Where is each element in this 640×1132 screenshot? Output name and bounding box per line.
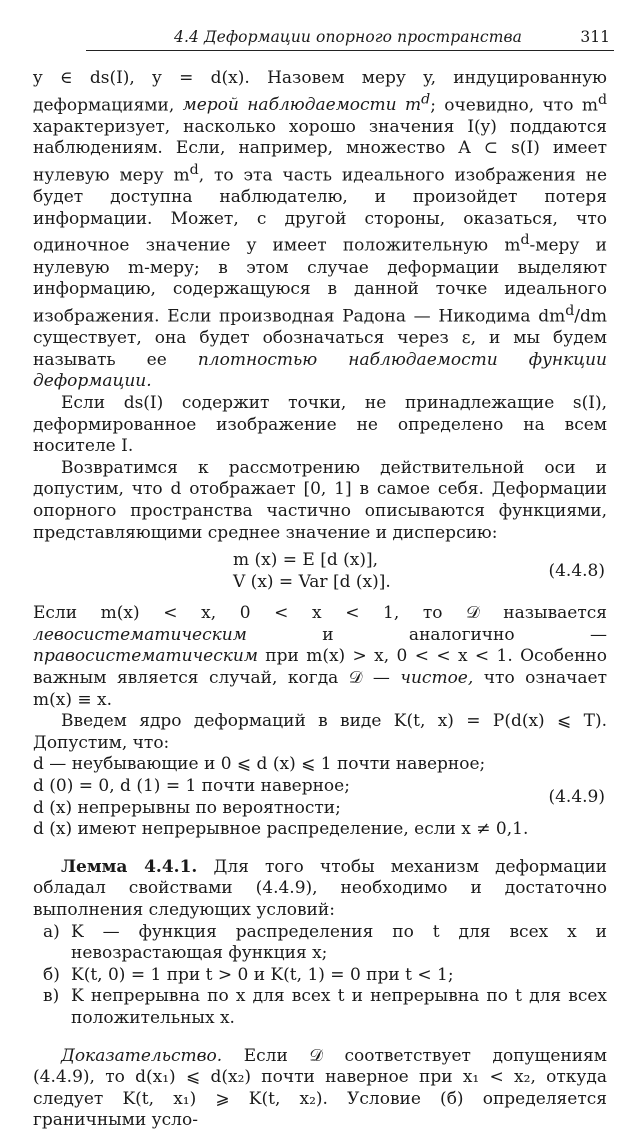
equation-number-4-4-8: (4.4.8): [548, 561, 605, 582]
paragraph-real-axis: Возвратимся к рассмотрению действительной оси и допустим, что d отображает [0, 1] в самое себя. Деформации опорного пространства частично описываются функциями, представляющими среднее значение и дисперсию:: [33, 457, 607, 543]
paragraph-kernel: Введем ядро деформаций в виде K(t, x) = P(d(x) ⩽ T). Допустим, что:: [33, 711, 607, 753]
lemma-statement: Лемма 4.4.1. Для того чтобы механизм деформации обладал свойствами (4.4.9), необходимо и достаточно выполнения следующих условий:: [33, 856, 607, 920]
paragraph-systematic: Если m(x) < x, 0 < x < 1, то 𝒟 называется левосистематическим и аналогично — правосистематическим при m(x) > x, 0 < < x < 1. Особенно важным является случай, когда 𝒟 — чистое, что означает m(x) ≡ x.: [33, 603, 607, 710]
formula-4-4-9: d — неубывающие и 0 ⩽ d (x) ⩽ 1 почти наверное; d (0) = 0, d (1) = 1 почти наверное; d (x) непрерывны по вероятности; d (x) имеют непрерывное распределение, если x ≠ 0,1. (4.4.9): [33, 754, 605, 840]
running-header: [86, 24, 614, 51]
page-number: 311: [580, 28, 610, 46]
formula-variance: V (x) = Var [d (x)].: [233, 571, 391, 592]
lemma-condition-b: б) K(t, 0) = 1 при t > 0 и K(t, 1) = 0 при t < 1;: [43, 964, 454, 985]
proof-label: Доказательство.: [61, 1045, 223, 1066]
paragraph-observability-measure: y ∈ ds(I), y = d(x). Назовем меру y, индуцированную деформациями, мерой наблюдаемости $m^d$; очевидно, что $m^d$ характеризует, насколько хорошо значения I(y) поддаются наблюдениям. Если, например, множество A ⊂ s(I) имеет нулевую меру $m^d$, то эта часть идеального изображения не будет доступна наблюдателю, и произойдет потеря информации. Может, с другой стороны, оказаться, что одиночное значение y имеет положительную $m^d$-меру и нулевую m-меру; в этом случае деформации выделяют информацию, содержащуюся в данной точке идеального изображения. Если производная Радона — Никодима $dm^d/dm$ существует, она будет обозначаться через ε, и мы будем называть ее плотностью наблюдаемости функции деформации.: [33, 68, 608, 392]
equation-number-4-4-9: (4.4.9): [548, 787, 605, 808]
lemma-condition-c: в) K непрерывна по x для всех t и непрерывна по t для всех положительных x.: [43, 986, 607, 1028]
proof-paragraph: Доказательство. Если 𝒟 соответствует допущениям (4.4.9), то d(x₁) ⩽ d(x₂) почти наверное при x₁ < x₂, откуда следует K(t, x₁) ⩾ K(t, x₂). Условие (б) определяется граничными усло-: [33, 1045, 607, 1131]
formula-4-4-8: [33, 550, 607, 593]
paragraph-undefined-image: Если ds(I) содержит точки, не принадлежащие s(I), деформированное изображение не определено на всем носителе I.: [33, 392, 607, 457]
page-body: [33, 68, 607, 1132]
lemma-condition-a: а) K — функция распределения по t для всех x и невозрастающая функция x;: [43, 921, 607, 964]
header-title: 4.4 Деформации опорного пространства: [174, 28, 522, 46]
formula-mean: m (x) = E [d (x)],: [233, 550, 379, 571]
lemma-label: Лемма 4.4.1.: [61, 856, 198, 877]
